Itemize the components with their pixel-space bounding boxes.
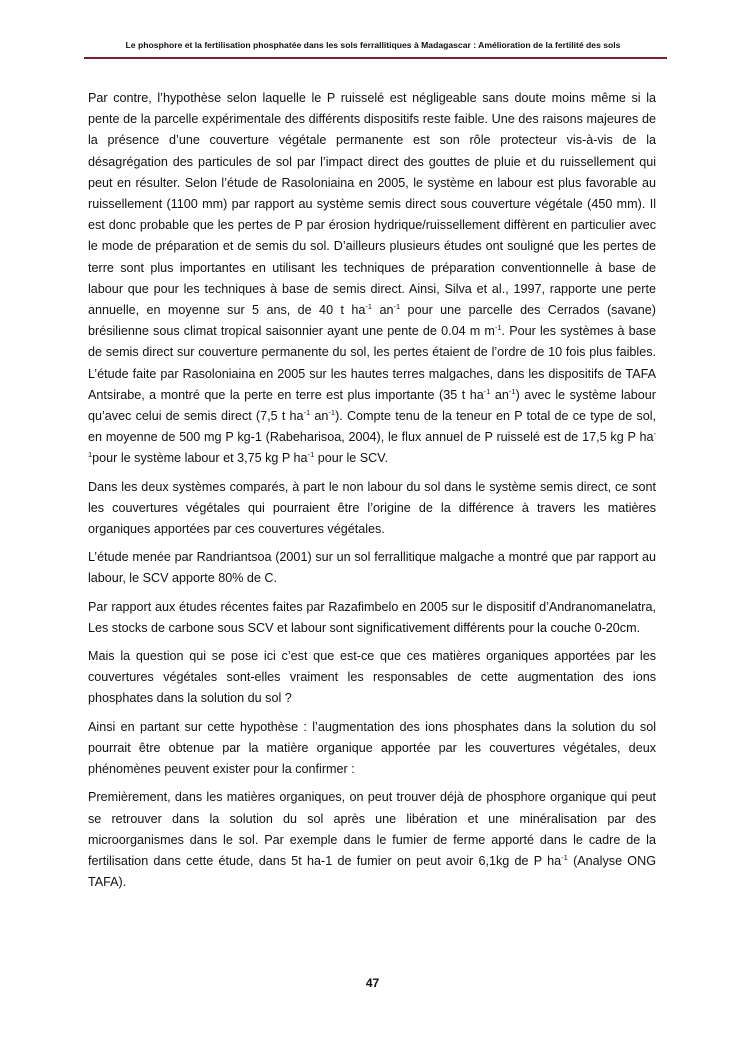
text-run: ). Compte tenu de la teneur en P total de ce type de sol, en moyenne de 500 mg P kg-1 (Rabeharisoa, 2004), le flux annuel de P ruisselé est de 17,5 kg P ha: [88, 409, 656, 445]
text-run: Par contre, l’hypothèse selon laquelle le P ruisselé est négligeable sans doute moins même si la pente de la parcelle expérimentale des différents dispositifs reste faible. Une des raisons majeures de la présence d’une couverture végétale permanente est son rôle protecteur vis-à-vis de la désagrégation des particules de sol par l’impact direct des gouttes de pluie et du ruissellement qui peut en résulter. Selon l’étude de Rasoloniaina en 2005, le système en labour est plus favorable au ruissellement (1100 mm) par rapport au système semis direct sous couverture végétale (450 mm). Il est donc probable que les pertes de P par érosion hydrique/ruissellement diffèrent en particulier avec le mode de préparation et de semis du sol. D’ailleurs plusieurs études ont souligné que les pertes de terre sont plus importantes en utilisant les techniques de préparation conventionnelle à base de labour que pour les techniques à base de semis direct. Ainsi, Silva et al., 1997, rapporte une perte annuelle, en moyenne sur 5 ans, de 40 t ha: [88, 91, 656, 318]
superscript: -1: [508, 386, 516, 396]
body-text: [88, 88, 656, 900]
text-run: pour une parcelle des Cerrados (savane) brésilienne sous climat tropical saisonnier ayant une pente de 0.04 m m: [88, 303, 656, 339]
paragraph-7: [88, 787, 656, 893]
superscript: -1: [483, 386, 491, 396]
running-header: Le phosphore et la fertilisation phosphatée dans les sols ferrallitiques à Madagascar : Amélioration de la fertilité des sols: [125, 40, 621, 50]
superscript: -1: [88, 429, 656, 460]
text-run: Mais la question qui se pose ici c’est que est-ce que ces matières organiques apportées par les couvertures végétales sont-elles vraiment les responsables de cette augmentation des ions phosphates dans la solution du sol ?: [88, 649, 656, 706]
paragraph-6: [88, 717, 656, 781]
superscript: -1: [494, 323, 502, 333]
text-run: an: [372, 303, 394, 318]
page-number: 47: [365, 976, 380, 990]
header-rule: [84, 57, 667, 59]
text-run: (Analyse ONG TAFA).: [88, 853, 656, 890]
superscript: -1: [303, 408, 311, 418]
text-run: an: [310, 409, 329, 424]
paragraph-4: [88, 597, 656, 639]
text-run: . Pour les systèmes à base de semis direct sur couverture permanente du sol, les pertes étaient de l’ordre de 10 fois plus faibles. L’étude faite par Rasoloniaina en 2005 sur les hautes terres malgaches, dans les dispositifs de TAFA Antsirabe, a montré que la perte en terre est plus importante (35 t ha: [88, 324, 656, 402]
text-run: Premièrement, dans les matières organiques, on peut trouver déjà de phosphore organique qui peut se retrouver dans la solution du sol après une libération et une minéralisation par des microorganismes dans le sol. Par exemple dans le fumier de ferme apporté dans le cadre de la fertilisation dans cette étude, dans 5t ha-1 de fumier on peut avoir 6,1kg de P ha: [88, 790, 656, 868]
paragraph-3: [88, 547, 656, 589]
paragraph-2: [88, 477, 656, 541]
text-run: Par rapport aux études récentes faites par Razafimbelo en 2005 sur le dispositif d’Andranomanelatra, Les stocks de carbone sous SCV et labour sont significativement différents pour la couche 0-20cm.: [88, 599, 656, 635]
superscript: -1: [393, 302, 401, 312]
superscript: -1: [561, 852, 568, 862]
superscript: -1: [328, 408, 336, 418]
text-run: pour le SCV.: [314, 451, 388, 466]
text-run: Dans les deux systèmes comparés, à part le non labour du sol dans le système semis direct, ce sont les couvertures végétales qui pourraient être l’origine de la différence à travers les matières organiques apportées par ces couvertures végétales.: [88, 479, 656, 537]
paragraph-1: [88, 88, 656, 470]
text-run: Ainsi en partant sur cette hypothèse : l’augmentation des ions phosphates dans la solution du sol pourrait être obtenue par la matière organique apportée par les couvertures végétales, deux phénomènes peuvent exister pour la confirmer :: [88, 719, 656, 777]
paragraph-5: [88, 646, 656, 710]
text-run: ) avec le système labour qu’avec celui de semis direct (7,5 t ha: [88, 387, 656, 424]
text-run: pour le système labour et 3,75 kg P ha: [92, 451, 308, 466]
text-run: L’étude menée par Randriantsoa (2001) sur un sol ferrallitique malgache a montré que par rapport au labour, le SCV apporte 80% de C.: [88, 550, 656, 586]
superscript: -1: [307, 450, 315, 460]
superscript: -1: [365, 302, 373, 312]
text-run: an: [490, 387, 509, 402]
